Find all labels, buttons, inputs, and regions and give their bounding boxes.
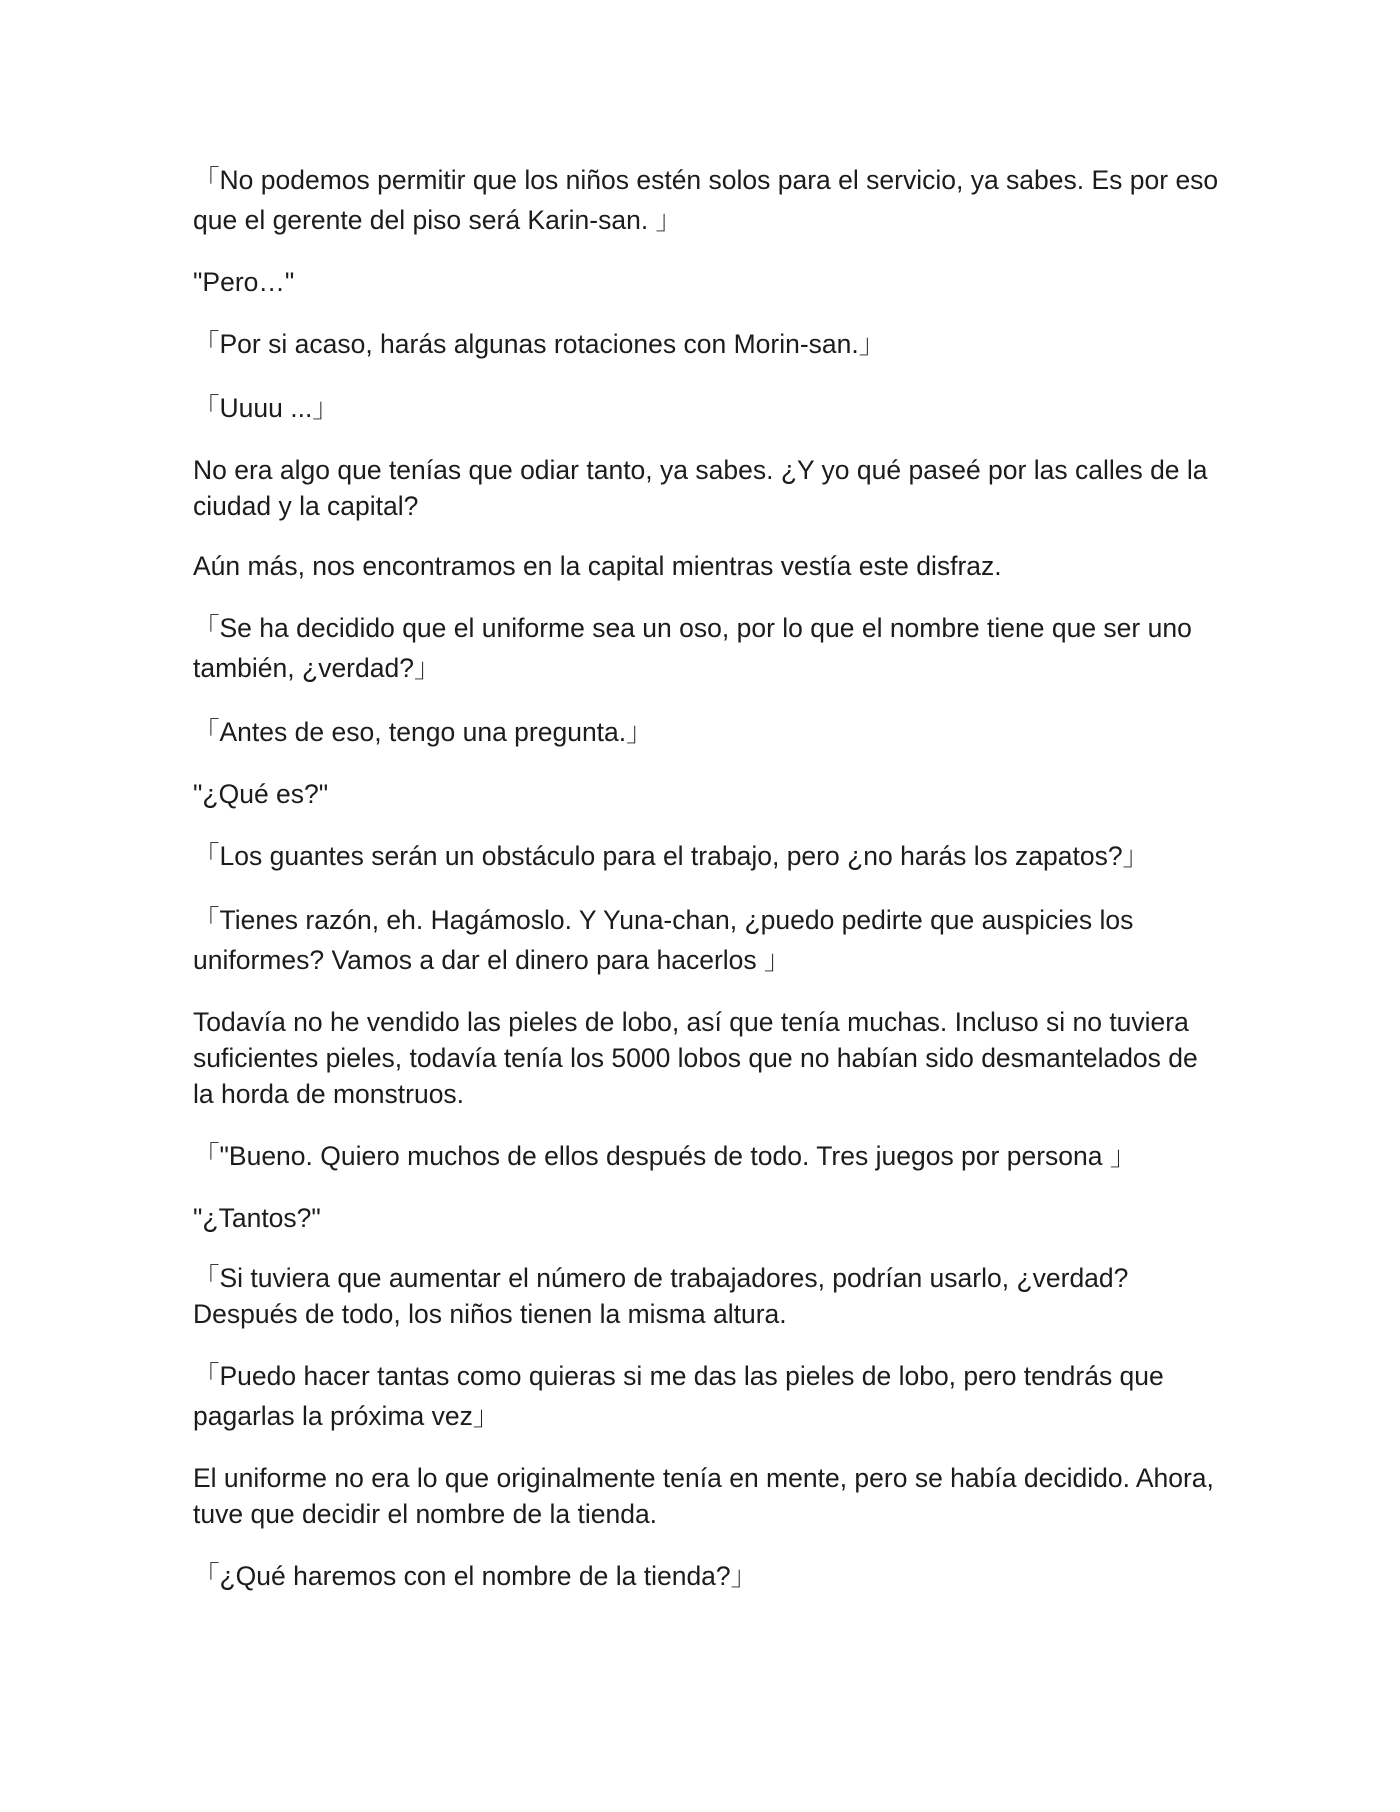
paragraph: 「¿Qué haremos con el nombre de la tienda?」 — [193, 1561, 758, 1591]
paragraph: No era algo que tenías que odiar tanto, ya sabes. ¿Y yo qué paseé por las calles de la ciudad y la capital? — [193, 455, 1208, 521]
paragraph: 「Si tuviera que aumentar el número de trabajadores, podrían usarlo, ¿verdad? Después de todo, los niños tienen la misma altura. — [193, 1263, 1129, 1329]
paragraph: 「Tienes razón, eh. Hagámoslo. Y Yuna-chan, ¿puedo pedirte que auspicies los uniformes? Vamos a dar el dinero para hacerlos 」 — [193, 905, 1134, 975]
paragraph: 「"Bueno. Quiero muchos de ellos después de todo. Tres juegos por persona 」 — [193, 1141, 1137, 1171]
document-page — [193, 160, 1223, 1620]
paragraph: El uniforme no era lo que originalmente tenía en mente, pero se había decidido. Ahora, tuve que decidir el nombre de la tienda. — [193, 1463, 1214, 1529]
paragraph: 「Uuuu ...」 — [193, 393, 339, 423]
paragraph: 「No podemos permitir que los niños estén solos para el servicio, ya sabes. Es por eso que el gerente del piso será Karin-san. 」 — [193, 165, 1219, 235]
paragraph: 「Se ha decidido que el uniforme sea un oso, por lo que el nombre tiene que ser uno también, ¿verdad?」 — [193, 613, 1192, 683]
paragraph: 「Antes de eso, tengo una pregunta.」 — [193, 717, 653, 747]
paragraph: 「Por si acaso, harás algunas rotaciones con Morin-san.」 — [193, 329, 886, 359]
paragraph: Todavía no he vendido las pieles de lobo, así que tenía muchas. Incluso si no tuviera suficientes pieles, todavía tenía los 5000 lobos que no habían sido desmantelados de la horda de monstruos. — [193, 1007, 1198, 1109]
paragraph: "¿Tantos?" — [193, 1203, 321, 1233]
paragraph: "Pero…" — [193, 267, 295, 297]
paragraph: 「Puedo hacer tantas como quieras si me das las pieles de lobo, pero tendrás que pagarlas la próxima vez」 — [193, 1361, 1164, 1431]
paragraph: Aún más, nos encontramos en la capital mientras vestía este disfraz. — [193, 551, 1002, 581]
paragraph: 「Los guantes serán un obstáculo para el trabajo, pero ¿no harás los zapatos?」 — [193, 841, 1150, 871]
paragraph: "¿Qué es?" — [193, 779, 329, 809]
